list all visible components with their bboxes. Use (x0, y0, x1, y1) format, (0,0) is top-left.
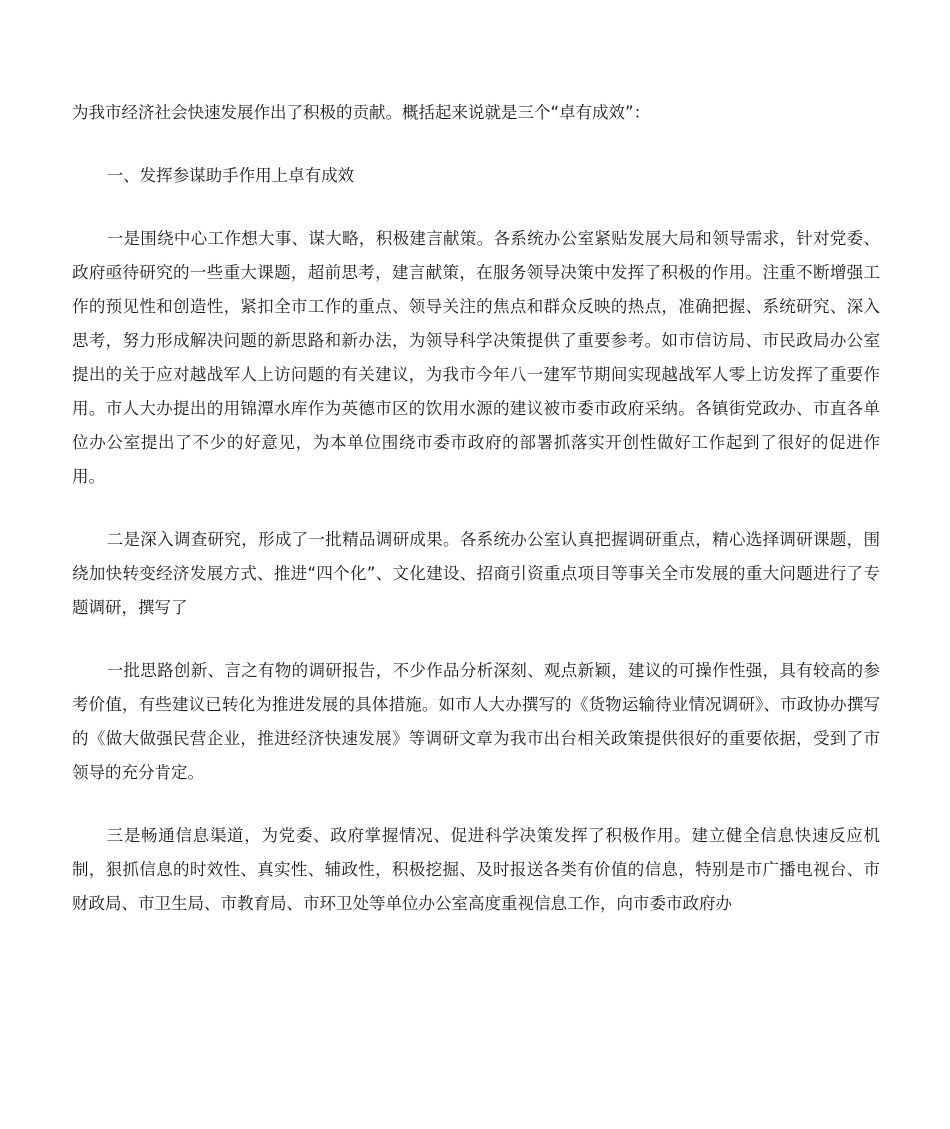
paragraph-point-one: 一是围绕中心工作想大事、谋大略，积极建言献策。各系统办公室紧贴发展大局和领导需求，针对党委、政府亟待研究的一些重大课题，超前思考，建言献策，在服务领导决策中发挥了积极的作用。注重不断增强工作的预见性和创造性，紧扣全市工作的重点、领导关注的焦点和群众反映的热点，准确把握、系统研究、深入思考，努力形成解决问题的新思路和新办法，为领导科学决策提供了重要参考。如市信访局、市民政局办公室提出的关于应对越战军人上访问题的有关建议，为我市今年八一建军节期间实现越战军人零上访发挥了重要作用。市人大办提出的用锦潭水库作为英德市区的饮用水源的建议被市委市政府采纳。各镇街党政办、市直各单位办公室提出了不少的好意见，为本单位围绕市委市政府的部署抓落实开创性做好工作起到了很好的促进作用。 (72, 229, 880, 486)
document-page (72, 96, 880, 950)
paragraph-intro: 为我市经济社会快速发展作出了积极的贡献。概括起来说就是三个“卓有成效”： (72, 103, 651, 122)
paragraph-point-three: 三是畅通信息渠道，为党委、政府掌握情况、促进科学决策发挥了积极作用。建立健全信息快速反应机制，狠抓信息的时效性、真实性、辅政性，积极挖掘、及时报送各类有价值的信息，特别是市广播电视台、市财政局、市卫生局、市教育局、市环卫处等单位办公室高度重视信息工作，向市委市政府办 (72, 826, 880, 913)
paragraph-point-two-continued: 一批思路创新、言之有物的调研报告，不少作品分析深刻、观点新颖，建议的可操作性强，具有较高的参考价值，有些建议已转化为推进发展的具体措施。如市人大办撰写的《货物运输待业情况调研》、市政协办撰写的《做大做强民营企业，推进经济快速发展》等调研文章为我市出台相关政策提供很好的重要依据，受到了市领导的充分肯定。 (72, 661, 880, 782)
paragraph-point-two: 二是深入调查研究，形成了一批精品调研成果。各系统办公室认真把握调研重点，精心选择调研课题，围绕加快转变经济发展方式、推进“四个化”、文化建设、招商引资重点项目等事关全市发展的重大问题进行了专题调研，撰写了 (72, 530, 880, 617)
section-heading: 一、发挥参谋助手作用上卓有成效 (106, 166, 355, 185)
